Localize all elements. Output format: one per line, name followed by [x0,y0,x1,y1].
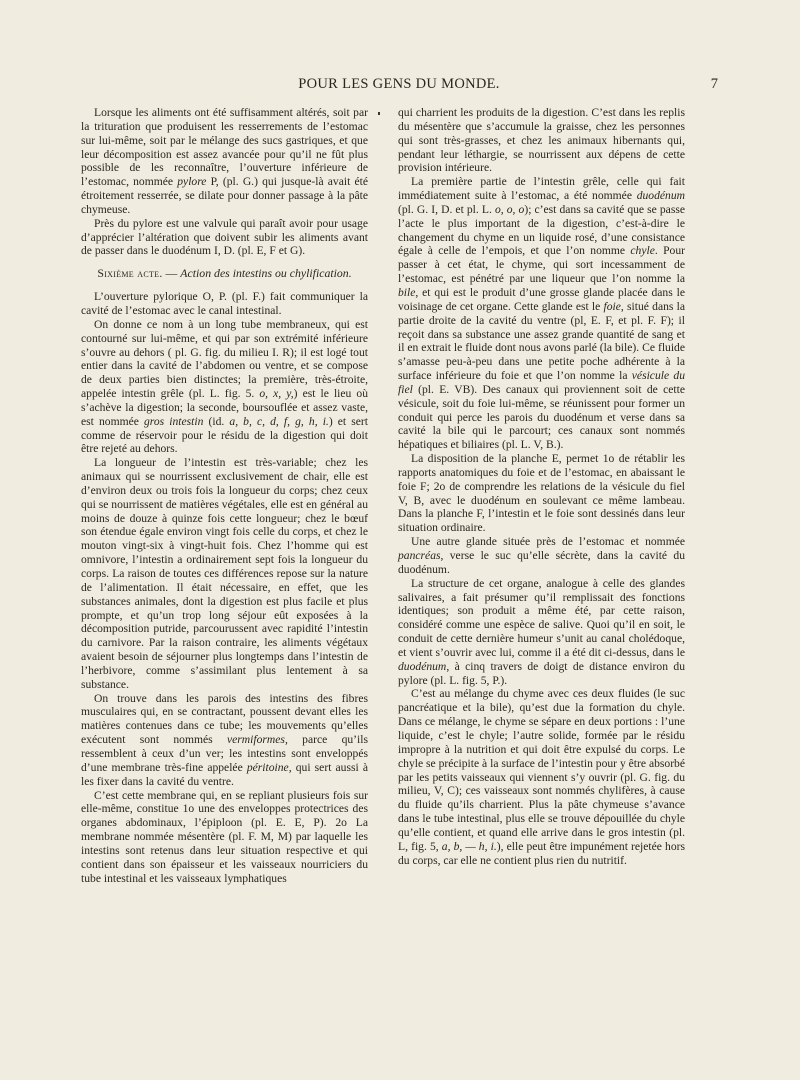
emphasis: bile [398,285,416,299]
text-run: (pl. E. VB). Des canaux qui proviennent soit de cette vésicule, soit du foie lui-même, se réunissent pour former un conduit qui perce les parois du duodénum et verse dans sa cavité la bile qui le parcourt; ces canaux sont nommés hépatiques et biliaires (pl. L. V, B.). [398,382,685,452]
emphasis: a, b, c, d, f, g, h, i. [229,414,329,428]
emphasis: o, o, o [494,202,525,216]
emphasis: pancréas [398,549,441,562]
text-run: (pl. G. I, D. et pl. L. [398,202,495,216]
text-run: . Pour passer à cet état, le chyme, qui sort incessamment de l’estomac, est pénétré par une liqueur que l’on nomme la [398,244,686,286]
section-heading [81,267,368,281]
emphasis: vermiformes, [226,733,288,747]
emphasis: a, b, — h, i. [441,839,497,853]
paragraph [81,692,368,789]
column-mark [378,112,380,115]
right-column [398,106,685,867]
text-run: La structure de cet organe, analogue à celle des glandes salivaires, a fait présumer qu’il remplissait des fonctions identiques; son produit a même été, par cette raison, considéré comme une espèce de salive. Quoi qu’il en soit, le conduit de cette dernière humeur s’unit au canal cholédoque, et vient s’ouvrir avec lui, comme il a été dit ci-dessus, dans le [398,576,685,659]
heading-act: Sixième acte. [97,266,163,281]
text-run: On donne ce nom à un long tube membraneux, qui est contourné sur lui-même, et qui par son extrémité inférieure s’ouvre au dehors ( pl. G. fig. du milieu I. R); il est logé tout entier dans la cavité de l’abdomen ou ventre, et se compose de deux parties bien distinctes; la première, très-étroite, appelée intestin grêle (pl. L. fig. 5. [81,317,368,401]
paragraph: La disposition de la planche E, permet 1o de rétablir les rapports anatomiques du foie et de l’estomac, en abaissant le foie F; 2o de comprendre les relations de la vésicule du fiel V, B, avec le duodénum en soulevant ce même lambeau. Dans la planche F, l’intestin et le foie sont dessinés dans leur situation ordinaire. [398,452,685,535]
emphasis: pylore [177,175,207,189]
paragraph [398,687,685,867]
emphasis: vésicule du fiel [398,369,686,396]
page-header [80,76,718,96]
text-run: La première partie de l’intestin grêle, celle qui fait immédiatement suite à l’estomac, a été nommée [398,175,685,203]
paragraph: C’est cette membrane qui, en se repliant plusieurs fois sur elle-même, constitue 1o une des enveloppes protectrices des organes abdominaux, l’épiploon (pl. E. E, P). 2o La membrane nommée mésentère (pl. F. M, M) par laquelle les intestins sont retenus dans leur situation respective et qui contient dans son épaisseur et les vaisseaux nourriciers du tube intestinal et les vaisseaux lymphatiques [81,788,368,885]
text-run: , et qui est le produit d’une grosse glande placée dans le voisinage de cet organe. Cette glande est le [398,285,685,313]
text-run: ) est le lieu où s’achève la digestion; la seconde, boursouflée et assez vaste, est nommée [81,387,368,428]
text-run: ), elle peut être impunément rejetée hors du corps, car elle ne contient plus rien du nutritif. [398,839,686,867]
paragraph: La longueur de l’intestin est très-variable; chez les animaux qui se nourrissent exclusivement de chair, elle est d’environ deux ou trois fois la longueur du corps; chez ceux qui se nourrissent de matières végétales, elle est en général au moins de douze à quinze fois cette longueur; chez le bœuf son étendue égale environ vingt fois celle du corps, et chez le mouton vingt-six à vingt-huit fois. Chez l’homme qui est omnivore, l’intestin a ordinairement sept fois la longueur du corps. La raison de toutes ces différences repose sur la nature de l’alimentation. Il était nécessaire, en effet, que les substances animales, dont la digestion est plus facile et plus prompte, et qu’un trop long séjour eût exposées à la décomposition putride, parcourussent avec rapidité l’intestin du carnivore. Par la raison contraire, les aliments végétaux avaient besoin de séjourner plus longtemps dans l’intestin de l’herbivore, comme s’assimilant plus lentement à sa substance. [81,456,368,691]
text-run: On trouve dans les parois des intestins des fibres musculaires qui, en se contractant, poussent devant elles les matières contenues dans ce tube; les mouvements qu’elles exécutent sont nommés [81,691,368,747]
text-run: parce qu’ils ressemblent à ceux d’un ver; les intestins sont enveloppés d’une membrane très-fine appelée [81,733,368,774]
emphasis: chyle [630,244,655,258]
text-run: , situé dans la partie droite de la cavité du ventre (pl, E. F, et pl. F. F); il reçoit dans sa substance une assez grande quantité de sang et il en extrait le fluide dont nous avons parlé (la bile). Ce fluide s’amasse peu-à-peu dans une petite poche adhérente à la surface inférieure du foie et que l’on nomme la [398,299,685,383]
paragraph [81,318,368,456]
left-column [81,106,368,885]
heading-title: Action des intestins ou chylification. [180,266,352,281]
page-number: 7 [710,76,718,92]
emphasis: o, x, y, [259,387,294,401]
text-run: , verse le suc qu’elle sécrète, dans la cavité du duodénum. [398,549,685,576]
paragraph [398,577,685,688]
paragraph [398,535,685,577]
text-run: C’est au mélange du chyme avec ces deux fluides (le suc pancréatique et la bile), qu’est due la formation du chyle. Dans ce mélange, le chyme se sépare en deux portions : l’une liquide, c’est le chyle; l’autre solide, formée par le résidu impropre à la nutrition et qui doit être expulsé du corps. Le chyle se précipite à la surface de l’intestin pour y être absorbé par les petits vaisseaux qui viennent s’y ouvrir (pl. G. fig. du milieu, V, C); ces vaisseaux sont nommés chylifères, à cause du fluide qu’ils charrient. Plus la pâte chymeuse s’avance dans le tube intestinal, plus elle se trouve dépouillée du chyle qu’elle contient, et quand elle arrive dans le gros intestin (pl. L, fig. 5, [398,687,685,853]
text-run: Lorsque les aliments ont été suffisamment altérés, soit par la trituration que produisent les resserrements de l’estomac sur lui-même, soit par le mélange des sucs gastriques, et que leur décomposition est assez avancée pour qu’il ne fût plus possible de les reconnaître, l’ouverture inférieure de l’estomac, nommée [81,106,368,189]
text-run: ) et sert comme de réservoir pour le résidu de la digestion qui doit être rejeté au dehors. [81,414,368,456]
text-run: ); c’est dans sa cavité que se passe l’acte le plus important de la digestion, c’est-à-dire le changement du chyme en un liquide rosé, d’une consistance égale à celle de l’empois, et que l’on nomme [398,202,685,258]
heading-dash: — [162,266,181,281]
text-run: qui sert aussi à les fixer dans la cavité du ventre. [81,760,368,788]
running-head: POUR LES GENS DU MONDE. [298,76,500,92]
text-run: P, (pl. G.) qui jusque-là avait été étroitement resserrée, se dilate pour donner passage à la pâte chymeuse. [81,175,368,216]
emphasis: duodénum [398,659,447,673]
text-run: Une autre glande située près de l’estomac et nommée [411,535,685,549]
emphasis: foie [603,299,621,313]
paragraph: Près du pylore est une valvule qui paraît avoir pour usage d’apprécier l’altération que doivent subir les aliments avant de passer dans le duodénum I, D. (pl. E, F et G). [81,216,368,258]
paragraph: L’ouverture pylorique O, P. (pl. F.) fait communiquer la cavité de l’estomac avec le canal intestinal. [81,290,368,317]
paragraph: qui charrient les produits de la digestion. C’est dans les replis du mésentère que s’accumule la graisse, chez les personnes qui sont très-grasses, et chez les animaux hibernants qui, pendant leur léthargie, se nourrissent aux dépens de cette provision intérieure. [398,106,685,175]
paragraph [398,175,685,452]
text-run: (id. [203,414,230,428]
emphasis: gros intestin [144,414,204,428]
text-run: , à cinq travers de doigt de distance environ du pylore (pl. L. fig. 5, P.). [398,659,685,687]
paragraph [81,106,368,217]
emphasis: péritoine, [246,760,292,774]
emphasis: duodénum [636,189,685,203]
